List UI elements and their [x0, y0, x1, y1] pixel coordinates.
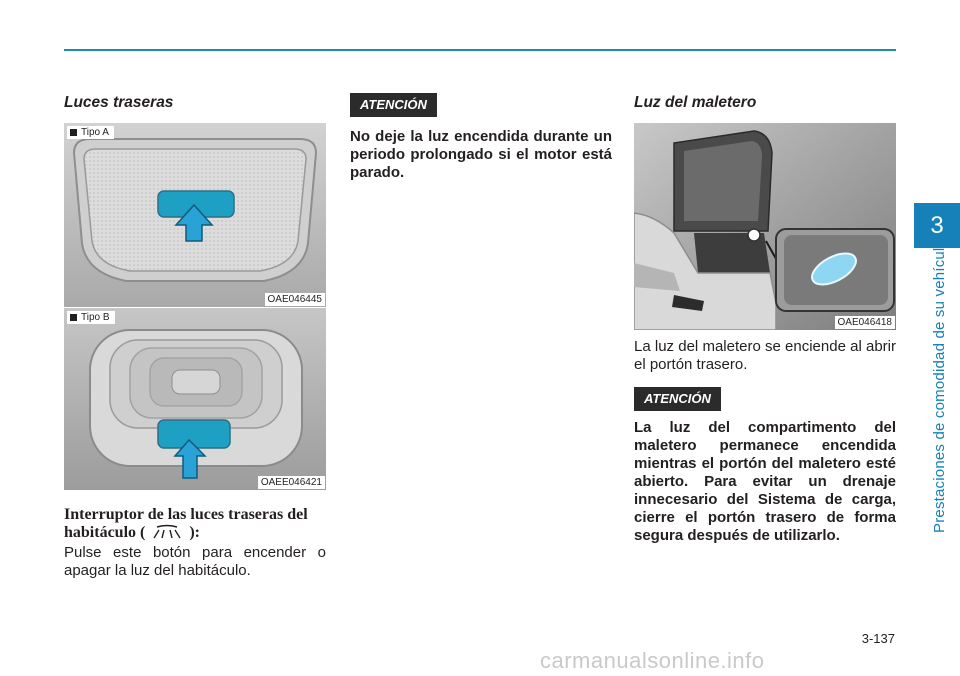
chapter-side-title: Prestaciones de comodidad de su vehículo: [931, 238, 948, 533]
figure-tipo-a: [64, 123, 326, 307]
figure-code-maletero: OAE046418: [835, 316, 896, 329]
trunk-body-text: La luz del maletero se enciende al abrir el portón trasero.: [634, 338, 896, 373]
figure-tag-b: Tipo B: [67, 311, 115, 324]
tipo-b-illustration: [64, 308, 326, 490]
figure-code-a: OAE046445: [265, 293, 326, 306]
warning-text-2: La luz del compartimento del maletero permanece encendida mientras el portón del maletero esté abierto. Para evitar un drenaje innecesario del Sistema de carga, cierre el portón trasero de forma segura después de utilizarlo.: [634, 419, 896, 544]
figure-code-b: OAEE046421: [258, 476, 325, 489]
watermark: carmanualsonline.info: [540, 648, 765, 673]
chapter-tab[interactable]: 3: [914, 203, 960, 248]
atencion-label-1: ATENCIÓN: [350, 93, 437, 117]
figure-tag-a: Tipo A: [67, 126, 114, 139]
section-title-luces-traseras: Luces traseras: [64, 94, 174, 111]
tipo-a-illustration: [64, 123, 326, 307]
switch-subheading: Interruptor de las luces traseras del habitáculo ( ):: [64, 506, 308, 541]
page-number: 3-137: [861, 631, 895, 646]
figure-tipo-b: [64, 308, 326, 490]
section-title-luz-maletero: Luz del maletero: [634, 94, 757, 111]
warning-text-1: No deje la luz encendida durante un periodo prolongado si el motor está parado.: [350, 128, 612, 181]
trunk-illustration: [634, 123, 896, 330]
figure-maletero: [634, 123, 896, 330]
atencion-label-2: ATENCIÓN: [634, 387, 721, 411]
switch-body-text: Pulse este botón para encender o apagar la luz del habitáculo.: [64, 544, 326, 579]
cargo-lamp-icon: [149, 524, 185, 540]
header-rule: [64, 49, 896, 51]
